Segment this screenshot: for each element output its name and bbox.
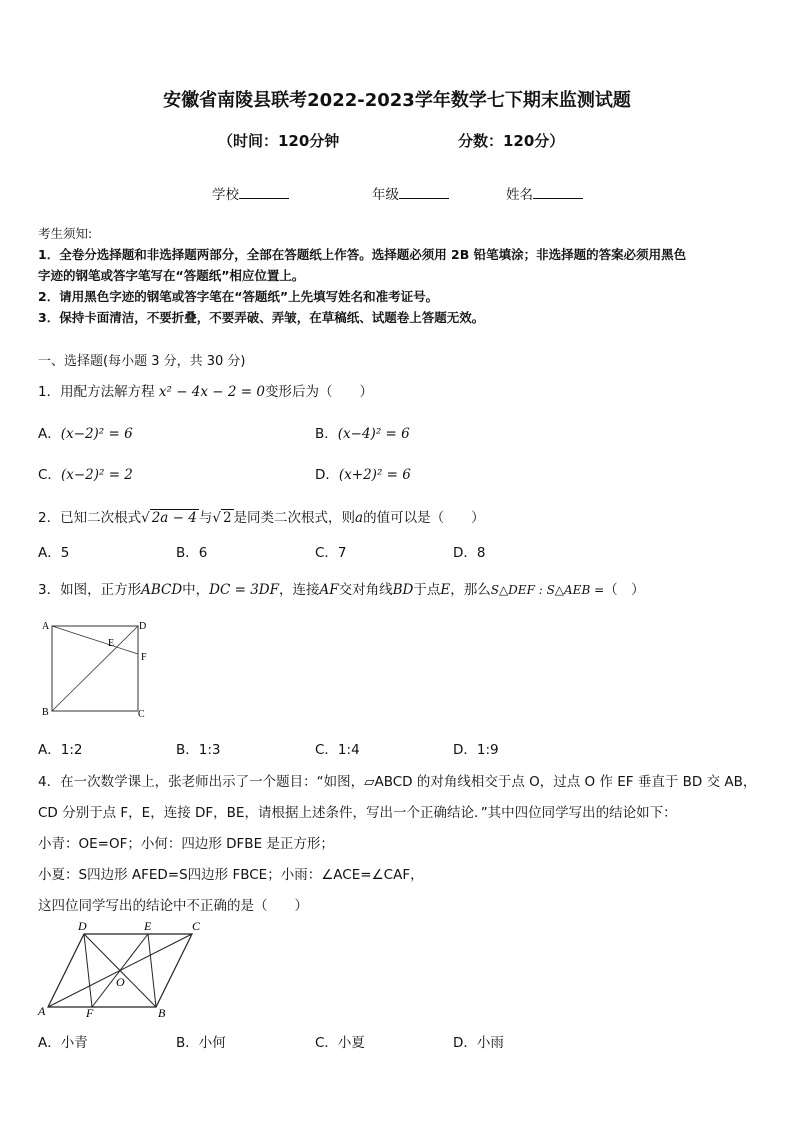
question-1 xyxy=(38,380,373,400)
label-d: D xyxy=(78,919,87,933)
q4-line-3: 小青：OE=OF；小何：四边形 DFBE 是正方形； xyxy=(38,836,334,852)
segment-ef xyxy=(92,934,148,1007)
q3-option-d[interactable]: D．1:9 xyxy=(453,742,499,758)
school-label: 学校 xyxy=(212,187,239,203)
q4-line-4: 小夏：S四边形 AFED=S四边形 FBCE；小雨：∠ACE=∠CAF， xyxy=(38,867,424,883)
name-blank[interactable] xyxy=(533,186,583,199)
label-b: B xyxy=(42,707,49,718)
section-heading: 一、选择题(每小题 3 分，共 30 分) xyxy=(38,354,246,369)
school-field xyxy=(212,183,289,203)
q1-equation: x² − 4x − 2 = 0 xyxy=(158,384,265,400)
diagonal-bd xyxy=(52,626,138,711)
question-2: 2．已知二次根式√ 2a − 4 与√ 2 是同类二次根式，则a的值可以是（ ） xyxy=(38,510,485,526)
grade-field xyxy=(372,183,449,203)
q1-prefix: 1．用配方法解方程 xyxy=(38,384,155,400)
label-a: A xyxy=(38,1004,46,1018)
q3-option-c[interactable]: C．1:4 xyxy=(315,742,360,758)
parallelogram-figure xyxy=(34,916,210,1022)
notice-line-1: 1．全卷分选择题和非选择题两部分，全部在答题纸上作答。选择题必须用 2B 铅笔填涂；非选择题的答案必须用黑色 xyxy=(38,247,687,262)
segment-af xyxy=(52,626,138,654)
label-o: O xyxy=(116,975,125,989)
q4-line-5: 这四位同学写出的结论中不正确的是（ ） xyxy=(38,898,308,914)
label-b: B xyxy=(158,1006,166,1020)
school-blank[interactable] xyxy=(239,186,289,199)
q4-option-a[interactable]: A．小青 xyxy=(38,1035,88,1051)
label-e: E xyxy=(144,919,152,933)
q1-option-b[interactable]: B．(x−4)² = 6 xyxy=(315,426,410,442)
segment-df xyxy=(84,934,92,1007)
grade-label: 年级 xyxy=(372,187,399,203)
time-label: （时间：120分钟 xyxy=(218,132,340,150)
segment-be xyxy=(148,934,156,1007)
label-f: F xyxy=(86,1006,94,1020)
q2-option-b[interactable]: B．6 xyxy=(176,545,208,561)
label-a: A xyxy=(42,621,50,632)
q4-line-1: 4．在一次数学课上，张老师出示了一个题目：“如图，▱ABCD 的对角线相交于点 O，过点 O 作 EF 垂直于 BD 交 AB， xyxy=(38,774,757,790)
grade-blank[interactable] xyxy=(399,186,449,199)
notice-line-2: 2．请用黑色字迹的钢笔或答字笔在“答题纸”上先填写姓名和准考证号。 xyxy=(38,289,439,304)
q2-option-d[interactable]: D．8 xyxy=(453,545,486,561)
question-3: 3．如图，正方形ABCD中，DC = 3DF，连接AF交对角线BD于点E，那么S△DEF : S△AEB =（ ） xyxy=(38,582,645,598)
q3-option-b[interactable]: B．1:3 xyxy=(176,742,221,758)
name-label: 姓名 xyxy=(506,187,533,203)
notice-line-1b: 字迹的钢笔或答字笔写在“答题纸”相应位置上。 xyxy=(38,268,305,283)
q4-option-c[interactable]: C．小夏 xyxy=(315,1035,365,1051)
q1-suffix: 变形后为（ ） xyxy=(264,384,373,400)
notice-heading: 考生须知: xyxy=(38,226,93,241)
q4-option-d[interactable]: D．小雨 xyxy=(453,1035,504,1051)
q4-line-2: CD 分别于点 F，E，连接 DF，BE，请根据上述条件，写出一个正确结论．”其中四位同学写出的结论如下： xyxy=(38,805,677,821)
q2-option-c[interactable]: C．7 xyxy=(315,545,347,561)
page-title: 安徽省南陵县联考2022-2023学年数学七下期末监测试题 xyxy=(163,90,631,111)
notice-line-3: 3．保持卡面清洁，不要折叠，不要弄破、弄皱，在草稿纸、试题卷上答题无效。 xyxy=(38,310,485,325)
label-d: D xyxy=(139,621,147,632)
name-field xyxy=(506,183,583,203)
q1-option-d[interactable]: D．(x+2)² = 6 xyxy=(315,467,411,483)
label-e: E xyxy=(108,638,115,649)
label-f: F xyxy=(141,652,147,663)
score-label: 分数：120分） xyxy=(458,132,565,150)
label-c: C xyxy=(192,919,201,933)
square-figure xyxy=(38,616,158,722)
label-c: C xyxy=(138,709,145,720)
q2-option-a[interactable]: A．5 xyxy=(38,545,70,561)
q4-option-b[interactable]: B．小何 xyxy=(176,1035,226,1051)
q1-option-c[interactable]: C．(x−2)² = 2 xyxy=(38,467,133,483)
q1-option-a[interactable]: A．(x−2)² = 6 xyxy=(38,426,133,442)
q3-option-a[interactable]: A．1:2 xyxy=(38,742,83,758)
